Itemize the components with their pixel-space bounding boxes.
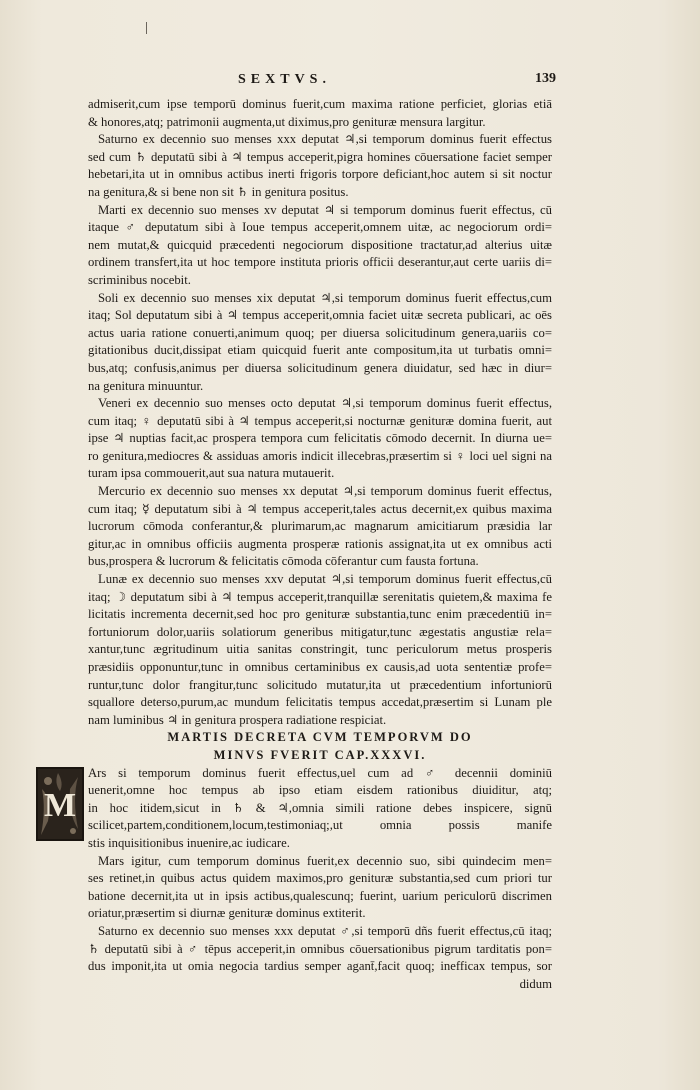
text-line: Mercurio ex decennio suo menses xx deputat ♃,si temporum dominus fuerit effectus, [98,484,552,499]
text-line: in hoc itidem,sicut in ♄ & ♃,omnia simili ratione debes inspicere, signū [88,800,552,815]
text-line: bus,prospera & lucrorum & felicitatis cōmoda cōferantur cum fausta fortuna. [88,554,479,569]
running-head [88,71,556,92]
text-line: itaq; ☽ deputatum sibi à ♃ tempus acceperit,tranquillæ serenitatis quietem,& maxima fe [88,589,552,604]
text-line: na genitura minuuntur. [88,378,204,393]
text-line: cum itaq; ♀ deputatū sibi à ♃ tempus acceperit,si nocturnæ genituræ domina fuerit, aut [88,413,552,428]
text-line: Saturno ex decennio suo menses xxx deputat ♃,si temporum dominus fuerit effectus [98,132,552,147]
catchword: didum [519,976,552,991]
text-line: squallore deterso,purum,ac mundum felicitatis tempus accedat,præsertim si Lunam ple [88,695,552,710]
text-line: sed cum ♄ deputatū sibi à ♃ tempus acceperit,pigra homines cōuersatione faciet semper [88,149,552,164]
text-line: ipse ♃ nuptias facit,ac prospera tempora cum felicitatis cōmodo decernit. In diurna ue= [88,431,552,446]
text-line: ses retinet,in quibus actus quidem maximos,pro genituræ substantia,sed cum priori tur [88,871,552,886]
text-line: nam luminibus ♃ in genitura prospera radiatione respiciat. [88,712,387,727]
text-line: Veneri ex decennio suo menses octo deputat ♃,si temporum dominus fuerit effectus, [98,396,552,411]
text-line: itaque ♂ deputatum sibi à Ioue tempus acceperit,omnem uitæ, ac negociorum ordi= [88,220,552,235]
text-line: xantur,tunc ægritudinum uitia sanitas constringit, tunc periculorum metus prosperis [88,642,552,657]
text-line: runtur,tunc dolor frangitur,tunc solicitudo mutatur,ita ut præcedentium infortuniorū [88,677,552,692]
text-line: scilicet,partem,conditionem,locum,testimoniaq;,ut omnia possis manife [88,818,552,833]
text-line: Soli ex decennio suo menses xix deputat ♃,si temporum dominus fuerit effectus,cum [98,290,552,305]
text-line: hebetari,ita ut in omnibus actibus inerti frigoris torpore deficiant,hoc autem si sit noctur [88,167,552,182]
text-line: Marti ex decennio suo menses xv deputat ♃ si temporum dominus fuerit effectus, cū [98,202,552,217]
chapter-heading: MARTIS DECRETA CVM TEMPORVM DO [167,730,473,745]
margin-mark [146,22,147,34]
text-line: gitationibus ducit,dissipat etiam quicquid fuerit ante compositum,ita ut turbatis omni= [88,343,552,358]
running-title: SEXTVS. [238,72,331,87]
text-line: Lunæ ex decennio suo menses xxv deputat ♃,si temporum dominus fuerit effectus,cū [98,572,552,587]
text-line: scriminibus nocebit. [88,272,191,287]
text-line: nem mutat,& quicquid præcedenti negociorum dispositione tractatur,ad alterius uitæ [88,237,552,252]
text-line: turam ipsa commouerit,aut sua natura mutauerit. [88,466,335,481]
chapter-heading: MINVS FVERIT CAP.XXXVI. [213,747,427,762]
text-line: lucrorum cōmoda conferantur,& plurimarum,ac magnarum amicitiarum præsidia lar [88,519,552,534]
text-line: batione decernit,ita ut in ipsis actibus,qualescunq; fuerint, uarium periculorū discrimen [88,888,552,903]
page-number: 139 [535,71,556,86]
text-line: admiserit,cum ipse temporū dominus fuerit,cum maxima ratione perficiet, glorias etiā [88,97,552,111]
svg-text:M: M [43,786,77,824]
text-line: oriatur,præsertim si diurnæ genituræ dominus extiterit. [88,906,366,921]
text-line: na genitura,& si bene non sit ♄ in genitura positus. [88,184,349,199]
text-line: actus uaria ratione conuerti,animum quoq; per diuersa solicitudinum genera,uariis co= [88,325,552,340]
text-line: ♄ deputatū sibi à ♂ tēpus acceperit,in omnibus cōuersationibus pigrum tarditatis pon= [88,941,552,956]
text-block [43,96,552,993]
text-line: præsidiis opponuntur,tunc in omnibus certaminibus ex causis,ad uota sententiæ profe= [88,660,552,674]
text-line: licitatis incrementa decernit,sed hoc pro genituræ substantia,tunc enim præcedentiū in= [88,607,552,622]
text-line: ordinem transfert,ita ut hoc tempore instituta prioris officii deserantur,aut certe uariis di= [88,255,552,270]
text-line: bus,atq; confusis,animus per diuersa solicitudinum genera diuidatur, sed hæc in diur= [88,360,552,375]
text-line: Saturno ex decennio suo menses xxx deputat ♂,si temporū dñs fuerit effectus,cū itaq; [98,923,552,938]
text-line: Mars igitur, cum temporum dominus fuerit,ex decennio suo, sibi quindecim men= [98,853,552,868]
text-line: uenerit,omne hoc tempus ab ipso etiam eisdem rationibus diuiditur, atq; [88,783,552,798]
text-line: stis inquisitionibus inuenire,ac iudicare. [88,835,290,850]
text-line: itaq; Sol deputatum sibi à ♃ tempus acceperit,omnia faciet uitæ secreta publicari, ac oēs [88,308,552,323]
text-line: Ars si temporum dominus fuerit effectus,uel cum ad ♂ decennii dominiū [88,765,552,780]
text-line: dus imponit,ita ut omia negocia tardius semper agant̄,facit quoq; inefficax tempus, sor [88,959,552,974]
text-line: fortuniorum dolor,uariis solatiorum generibus mitigatur,tunc ægestatis angustiæ rela= [88,624,552,639]
text-line: cum itaq; ☿ deputatum sibi à ♃ tempus acceperit,tales actus decernit,ex quibus maxima [88,501,552,516]
woodcut-initial-icon [36,767,84,841]
text-line: & honores,atq; patrimonii augmenta,ut diximus,pro genituræ mensura largitur. [88,114,486,129]
text-line: ro genitura,mediocres & assiduas amoris indicit illecebras,præsertim si ♀ loci uel signi na [88,448,552,463]
text-line: gitur,ac in omnibus officiis augmenta prosperæ rationis assignat,ita ut ex omnibus acti [88,536,552,551]
initial-paragraph [43,765,552,853]
